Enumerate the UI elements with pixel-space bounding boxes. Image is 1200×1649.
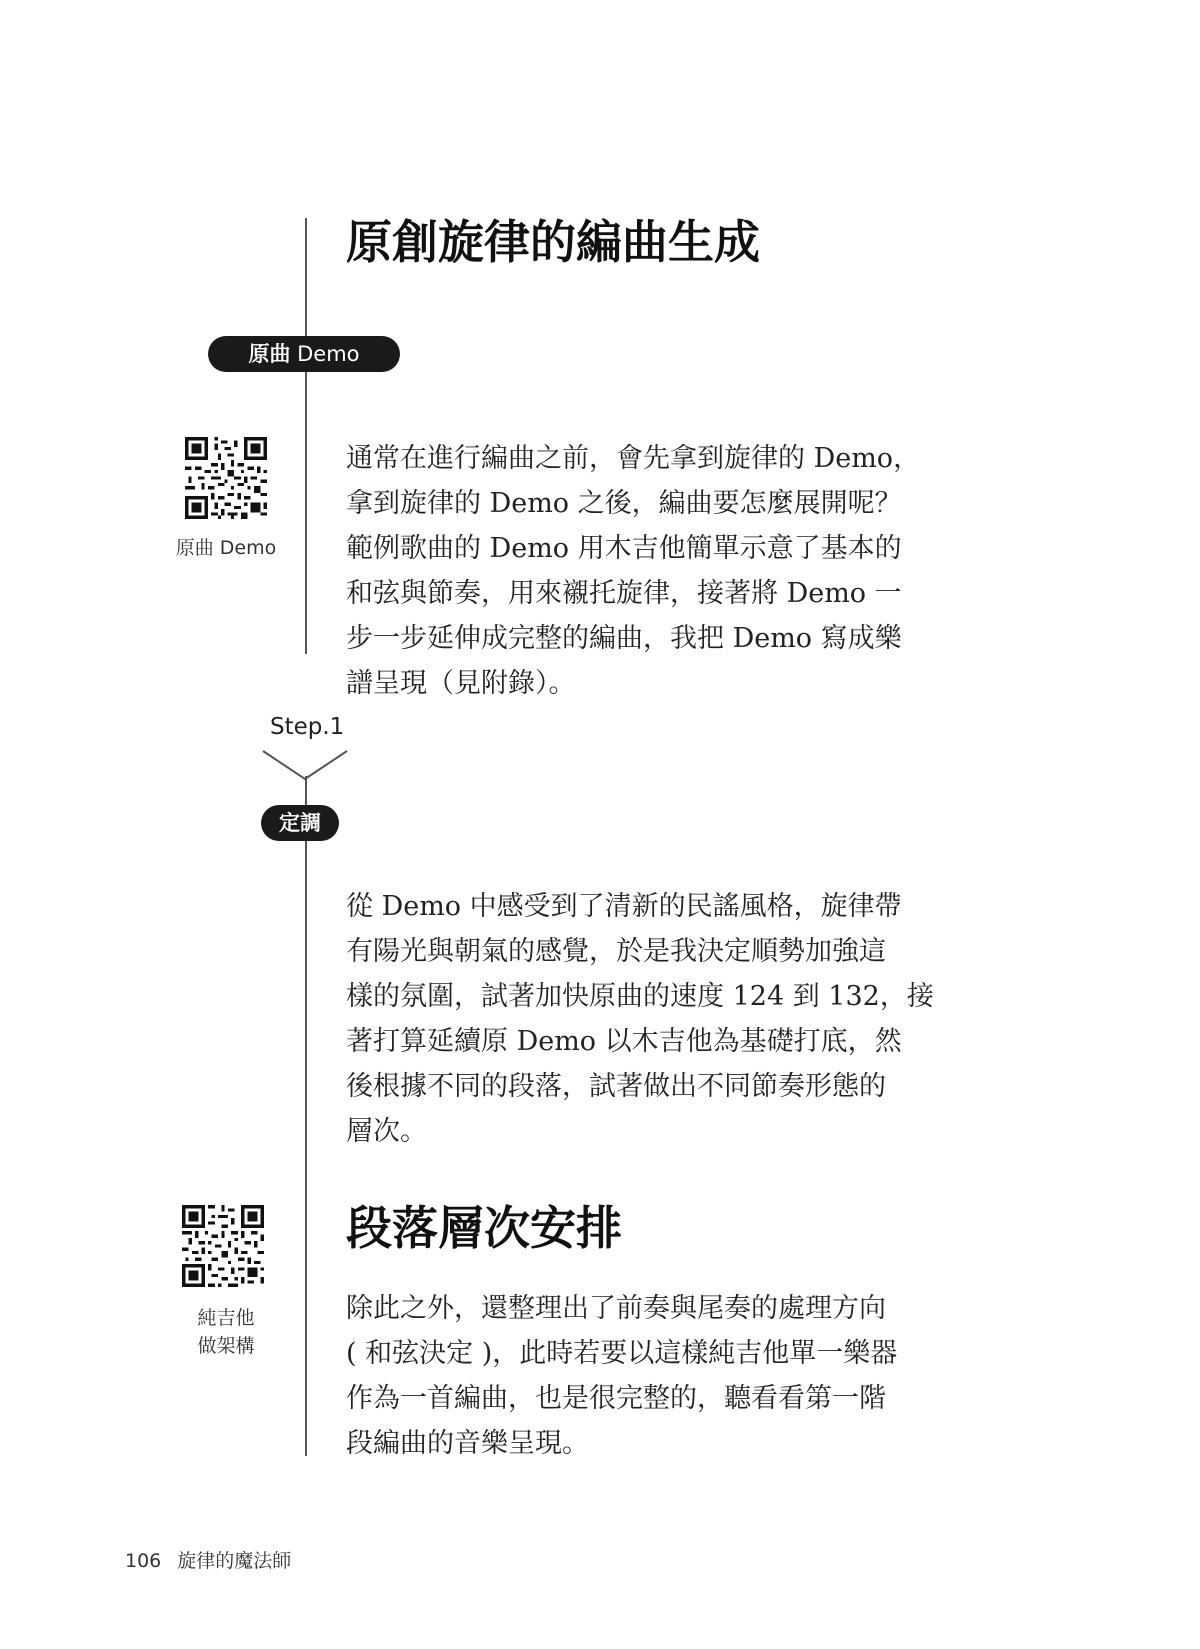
paragraph-line: 步一步延伸成完整的編曲，我把 Demo 寫成樂 [346,623,902,654]
paragraph-line: 從 Demo 中感受到了清新的民謠風格，旋律帶 [346,891,902,922]
timeline-line-bottom [305,776,307,1456]
qr-code-icon [185,437,267,519]
tonality-pill: 定調 [261,805,339,841]
paragraph-line: 和弦與節奏，用來襯托旋律，接著將 Demo 一 [346,578,902,609]
pill-bold-text: 原曲 [248,342,291,366]
original-demo-pill [208,336,400,372]
paragraph-line: 作為一首編曲，也是很完整的，聽看看第一階 [346,1383,886,1414]
paragraph-line: 後根據不同的段落，試著做出不同節奏形態的 [346,1071,886,1102]
page-number: 106 [125,1550,162,1572]
paragraph-line: 拿到旋律的 Demo 之後，編曲要怎麼展開呢？ [346,488,902,519]
paragraph-arrangement [346,1286,946,1466]
paragraph-line: ( 和弦決定 )，此時若要以這樣純吉他單一樂器 [346,1338,898,1369]
pill-text: Demo [290,342,360,366]
qr-code-icon [182,1205,264,1287]
book-title: 旋律的魔法師 [177,1550,292,1572]
paragraph-intro [346,436,946,706]
paragraph-line: 樣的氛圍，試著加快原曲的速度 124 到 132，接 [346,981,934,1012]
paragraph-line: 範例歌曲的 Demo 用木吉他簡單示意了基本的 [346,533,902,564]
timeline-line-top [305,218,307,654]
section-title-original-melody: 原創旋律的編曲生成 [346,215,760,269]
paragraph-line: 譜呈現（見附錄）。 [346,668,576,699]
paragraph-line: 段編曲的音樂呈現。 [346,1428,589,1459]
qr-label-original-demo: 原曲 Demo [175,537,277,559]
qr-label-guitar-structure [160,1304,292,1360]
chevron-down-icon [262,750,348,780]
qr-label-line: 做架構 [197,1335,255,1357]
qr-label-line: 純吉他 [197,1307,255,1329]
qr-code-original-demo[interactable] [185,437,267,519]
paragraph-line: 通常在進行編曲之前，會先拿到旋律的 Demo， [346,443,921,474]
paragraph-tonality [346,884,946,1154]
qr-code-guitar-structure[interactable] [182,1205,264,1287]
paragraph-line: 著打算延續原 Demo 以木吉他為基礎打底，然 [346,1026,902,1057]
page-footer [125,1548,291,1574]
section-title-layer-arrangement: 段落層次安排 [346,1201,622,1255]
paragraph-line: 層次。 [346,1116,427,1147]
step-label: Step.1 [270,714,345,740]
paragraph-line: 除此之外，還整理出了前奏與尾奏的處理方向 [346,1293,886,1324]
paragraph-line: 有陽光與朝氣的感覺，於是我決定順勢加強這 [346,936,886,967]
